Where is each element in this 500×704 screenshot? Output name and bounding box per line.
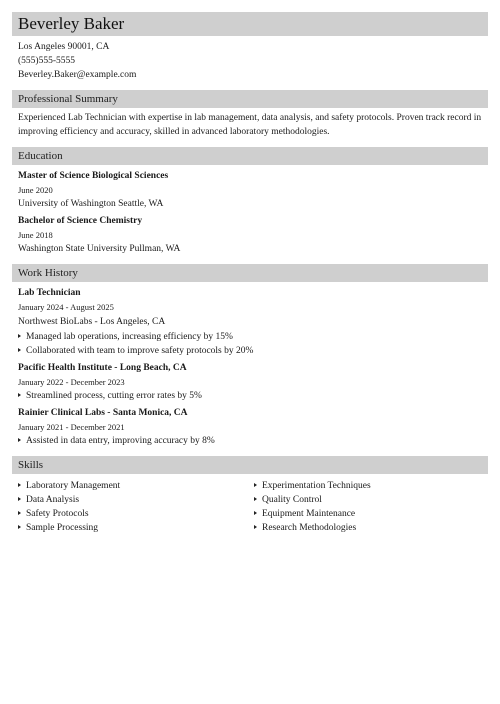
bullet-icon xyxy=(254,511,257,515)
skill-text: Sample Processing xyxy=(26,523,99,533)
education-date: June 2018 xyxy=(18,230,53,240)
job-bullet-text: Managed lab operations, increasing efficiency by 15% xyxy=(26,332,233,342)
skill-text: Research Methodologies xyxy=(262,523,357,533)
skill-item xyxy=(18,508,89,521)
skill-text: Data Analysis xyxy=(26,495,80,505)
summary-text: Experienced Lab Technician with expertise in lab management, data analysis, and safety protocols. Proven track record in improving efficiency and accuracy, skilled in advanced laboratory methodologies. xyxy=(18,113,482,137)
bullet-icon xyxy=(254,483,257,487)
skill-item xyxy=(254,494,322,507)
skill-text: Quality Control xyxy=(262,495,322,505)
bullet-icon xyxy=(18,525,21,529)
skill-text: Experimentation Techniques xyxy=(262,481,371,491)
bullet-icon xyxy=(18,511,21,515)
contact-email: Beverley.Baker@example.com xyxy=(18,70,137,80)
bullet-icon xyxy=(254,525,257,529)
section-title-summary: Professional Summary xyxy=(12,90,488,108)
bullet-icon xyxy=(18,348,21,352)
education-school: University of Washington Seattle, WA xyxy=(18,199,164,209)
job-bullet-text: Streamlined process, cutting error rates by 5% xyxy=(26,391,202,401)
education-school: Washington State University Pullman, WA xyxy=(18,244,181,254)
job-dates: January 2022 - December 2023 xyxy=(18,377,125,387)
bullet-icon xyxy=(18,438,21,442)
candidate-name: Beverley Baker xyxy=(12,12,488,36)
education-degree: Bachelor of Science Chemistry xyxy=(18,216,143,226)
job-dates: January 2024 - August 2025 xyxy=(18,302,114,312)
contact-phone: (555)555-5555 xyxy=(18,56,75,66)
skill-item xyxy=(254,508,355,521)
bullet-icon xyxy=(254,497,257,501)
section-title-education: Education xyxy=(12,147,488,165)
section-title-work: Work History xyxy=(12,264,488,282)
job-bullet xyxy=(18,390,202,403)
job-title: Lab Technician xyxy=(18,288,81,298)
job-bullet-text: Assisted in data entry, improving accuracy by 8% xyxy=(26,436,215,446)
section-title-skills: Skills xyxy=(12,456,488,474)
bullet-icon xyxy=(18,483,21,487)
job-bullet xyxy=(18,331,233,344)
job-bullet-text: Collaborated with team to improve safety protocols by 20% xyxy=(26,346,254,356)
skill-item xyxy=(18,522,98,535)
contact-address: Los Angeles 90001, CA xyxy=(18,42,110,52)
job-bullet xyxy=(18,435,215,448)
skill-item xyxy=(18,494,79,507)
skill-item xyxy=(254,522,356,535)
skill-text: Safety Protocols xyxy=(26,509,89,519)
skill-text: Equipment Maintenance xyxy=(262,509,356,519)
job-dates: January 2021 - December 2021 xyxy=(18,422,125,432)
job-company: Northwest BioLabs - Los Angeles, CA xyxy=(18,317,166,327)
bullet-icon xyxy=(18,497,21,501)
job-title: Pacific Health Institute - Long Beach, CA xyxy=(18,363,187,373)
education-degree: Master of Science Biological Sciences xyxy=(18,171,169,181)
skill-text: Laboratory Management xyxy=(26,481,121,491)
skill-item xyxy=(18,480,120,493)
bullet-icon xyxy=(18,393,21,397)
job-title: Rainier Clinical Labs - Santa Monica, CA xyxy=(18,408,188,418)
skill-item xyxy=(254,480,371,493)
education-date: June 2020 xyxy=(18,185,53,195)
job-bullet xyxy=(18,345,253,358)
bullet-icon xyxy=(18,334,21,338)
